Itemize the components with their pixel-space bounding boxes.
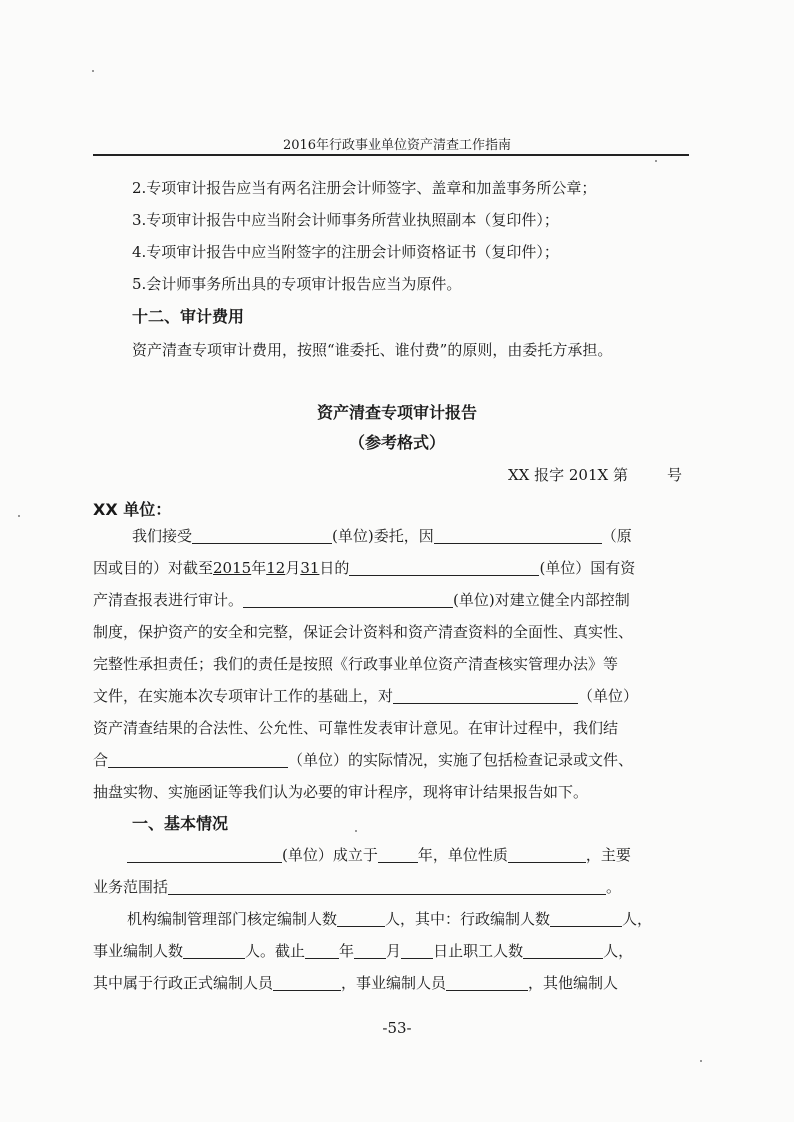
running-header: 2016年行政事业单位资产清查工作指南 bbox=[282, 138, 512, 153]
section1-line2: 业务范围括 。 bbox=[93, 878, 622, 896]
para1-line6: 文件，在实施本次专项审计工作的基础上，对 （单位） bbox=[93, 687, 639, 705]
para1-line2: 因或目的）对截至2015年12月31日的 (单位）国有资 bbox=[93, 559, 636, 577]
scan-speck bbox=[355, 830, 357, 832]
unit-blank[interactable] bbox=[393, 688, 578, 704]
business-scope-blank[interactable] bbox=[168, 879, 606, 895]
section-1-heading: 一、基本情况 bbox=[132, 814, 229, 833]
month-blank[interactable] bbox=[354, 943, 386, 959]
report-subtitle: （参考格式） bbox=[348, 433, 445, 452]
para1-line8: 合 （单位）的实际情况，实施了包括检查记录或文件、 bbox=[93, 751, 634, 769]
year-blank[interactable] bbox=[305, 943, 339, 959]
staff-count-blank[interactable] bbox=[523, 943, 603, 959]
section-12-text: 资产清查专项审计费用，按照“谁委托、谁付费”的原则，由委托方承担。 bbox=[132, 341, 613, 359]
unit-type-blank[interactable] bbox=[508, 847, 586, 863]
institution-headcount-blank[interactable] bbox=[183, 943, 245, 959]
admin-staff-blank[interactable] bbox=[273, 975, 341, 991]
scan-speck bbox=[18, 515, 20, 517]
unit-blank[interactable] bbox=[127, 847, 282, 863]
year-blank[interactable] bbox=[378, 847, 418, 863]
institution-staff-blank[interactable] bbox=[446, 975, 528, 991]
requirement-item-2: 2.专项审计报告应当有两名注册会计师签字、盖章和加盖事务所公章； bbox=[132, 179, 597, 197]
addressee: XX 单位： bbox=[93, 500, 172, 519]
section1-line1: (单位）成立于 年，单位性质 ，主要 bbox=[127, 845, 631, 865]
requirement-item-3: 3.专项审计报告中应当附会计师事务所营业执照副本（复印件）； bbox=[132, 211, 559, 229]
para1-line9: 抽盘实物、实施函证等我们认为必要的审计程序，现将审计结果报告如下。 bbox=[93, 783, 589, 801]
unit-blank[interactable] bbox=[192, 528, 332, 544]
section1-line3: 机构编制管理部门核定编制人数 人，其中：行政编制人数 人， bbox=[127, 910, 653, 928]
day-blank[interactable] bbox=[401, 943, 433, 959]
page-number: -53- bbox=[382, 1019, 412, 1037]
scan-speck bbox=[700, 1060, 702, 1062]
section1-line5: 其中属于行政正式编制人员 ，事业编制人员 ，其他编制人 bbox=[93, 974, 619, 992]
report-title: 资产清查专项审计报告 bbox=[316, 403, 477, 422]
scan-speck bbox=[92, 70, 94, 72]
unit-blank[interactable] bbox=[243, 592, 453, 608]
para1-line5: 完整性承担责任；我们的责任是按照《行政事业单位资产清查核实管理办法》等 bbox=[93, 655, 619, 673]
header-rule bbox=[93, 154, 689, 156]
para1-line4: 制度，保护资产的安全和完整，保证会计资料和资产清查资料的全面性、真实性、 bbox=[93, 623, 634, 641]
month-value: 12 bbox=[266, 559, 286, 577]
section1-line4: 事业编制人数 人。截止 年 月 日止职工人数 人， bbox=[93, 942, 634, 960]
unit-blank[interactable] bbox=[349, 560, 539, 576]
para1-line7: 资产清查结果的合法性、公允性、可靠性发表审计意见。在审计过程中，我们结 bbox=[93, 719, 619, 737]
para1-line3: 产清查报表进行审计。 (单位)对建立健全内部控制 bbox=[93, 591, 630, 609]
requirement-item-5: 5.会计师事务所出具的专项审计报告应当为原件。 bbox=[132, 275, 462, 293]
doc-number-suffix: 号 bbox=[667, 466, 683, 484]
scan-speck bbox=[655, 160, 657, 162]
reason-blank[interactable] bbox=[434, 528, 602, 544]
headcount-blank[interactable] bbox=[337, 911, 385, 927]
para1-line1: 我们接受 (单位)委托，因 （原 bbox=[132, 527, 632, 545]
requirement-item-4: 4.专项审计报告中应当附签字的注册会计师资格证书（复印件）； bbox=[132, 243, 559, 261]
unit-blank[interactable] bbox=[108, 752, 288, 768]
year-value: 2015 bbox=[213, 559, 252, 577]
admin-headcount-blank[interactable] bbox=[550, 911, 622, 927]
section-12-heading: 十二、审计费用 bbox=[132, 307, 245, 326]
doc-number-label: XX 报字 201X 第 bbox=[508, 466, 628, 484]
day-value: 31 bbox=[300, 559, 320, 577]
